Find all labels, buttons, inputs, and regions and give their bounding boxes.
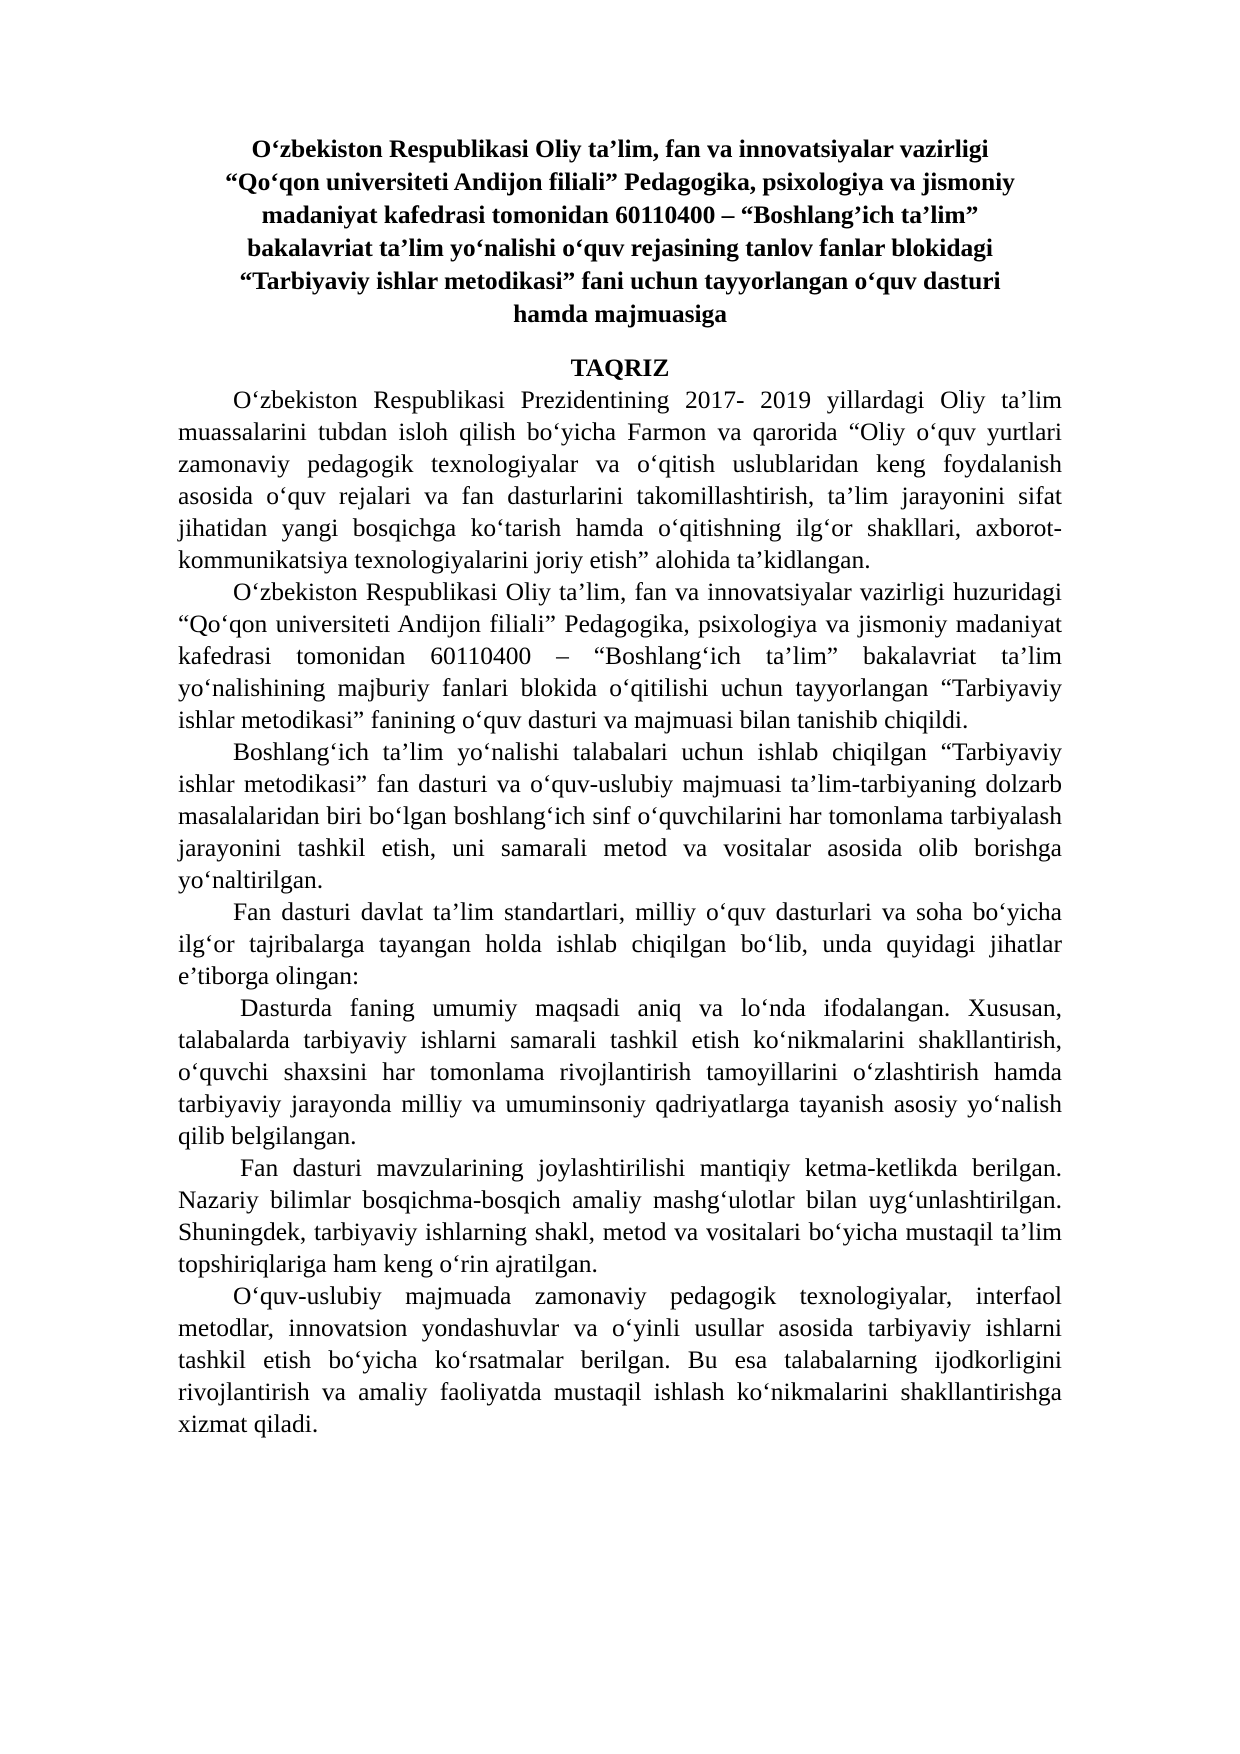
- page-title: [178, 132, 1062, 330]
- document-body: [178, 384, 1062, 1440]
- paragraph-6: Fan dasturi mavzularining joylashtirilishi mantiqiy ketma-ketlikda berilgan. Nazariy bilimlar bosqichma-bosqich amaliy mashg‘ulotlar bilan uyg‘unlashtirilgan. Shuningdek, tarbiyaviy ishlarning shakl, metod va vositalari bo‘yicha mustaqil ta’lim topshiriqlariga ham keng o‘rin ajratilgan.: [178, 1153, 1062, 1279]
- paragraph-1: O‘zbekiston Respublikasi Prezidentining 2017- 2019 yillardagi Oliy ta’lim muassalarini tubdan isloh qilish bo‘yicha Farmon va qarorida “Oliy o‘quv yurtlari zamonaviy pedagogik texnologiyalar va o‘qitish uslublaridan keng foydalanish asosida o‘quv rejalari va fan dasturlarini takomillashtirish, ta’lim jarayonini sifat jihatidan yangi bosqichga ko‘tarish hamda o‘qitishning ilg‘or shakllari, axborot-kommunikatsiya texnologiyalarini joriy etish” alohida ta’kidlangan.: [178, 385, 1062, 575]
- paragraph-4: Fan dasturi davlat ta’lim standartlari, milliy o‘quv dasturlari va soha bo‘yicha ilg‘or tajribalarga tayangan holda ishlab chiqilgan bo‘lib, unda quyidagi jihatlar e’tiborga olingan:: [178, 897, 1062, 991]
- title-line-5: “Tarbiyaviy ishlar metodikasi” fani uchun tayyorlangan o‘quv dasturi: [239, 266, 1001, 296]
- title-line-1: O‘zbekiston Respublikasi Oliy ta’lim, fan va innovatsiyalar vazirligi: [251, 134, 989, 163]
- title-line-2: “Qo‘qon universiteti Andijon filiali” Pedagogika, psixologiya va jismoniy: [225, 167, 1015, 197]
- title-line-4: bakalavriat ta’lim yo‘nalishi o‘quv rejasining tanlov fanlar blokidagi: [247, 233, 993, 263]
- paragraph-7: O‘quv-uslubiy majmuada zamonaviy pedagogik texnologiyalar, interfaol metodlar, innovatsion yondashuvlar va o‘yinli usullar asosida tarbiyaviy ishlarni tashkil etish bo‘yicha ko‘rsatmalar berilgan. Bu esa talabalarning ijodkorligini rivojlantirish va amaliy faoliyatda mustaqil ishlash ko‘nikmalarini shakllantirishga xizmat qiladi.: [178, 1281, 1062, 1439]
- title-line-3: madaniyat kafedrasi tomonidan 60110400 – “Boshlang’ich ta’lim”: [261, 200, 979, 230]
- paragraph-3: Boshlang‘ich ta’lim yo‘nalishi talabalari uchun ishlab chiqilgan “Tarbiyaviy ishlar metodikasi” fan dasturi va o‘quv-uslubiy majmuasi ta’lim-tarbiyaning dolzarb masalalaridan biri bo‘lgan boshlang‘ich sinf o‘quvchilarini har tomonlama tarbiyalash jarayonini tashkil etish, uni samarali metod va vositalar asosida olib borishga yo‘naltirilgan.: [178, 737, 1062, 895]
- title-line-6: hamda majmuasiga: [513, 299, 727, 329]
- section-heading-taqriz: TAQRIZ: [570, 353, 670, 383]
- paragraph-2: O‘zbekiston Respublikasi Oliy ta’lim, fan va innovatsiyalar vazirligi huzuridagi “Qo‘qon universiteti Andijon filiali” Pedagogika, psixologiya va jismoniy madaniyat kafedrasi tomonidan 60110400 – “Boshlang‘ich ta’lim” bakalavriat ta’lim yo‘nalishining majburiy fanlari blokida o‘qitilishi uchun tayyorlangan “Tarbiyaviy ishlar metodikasi” fanining o‘quv dasturi va majmuasi bilan tanishib chiqildi.: [178, 577, 1062, 735]
- paragraph-5: Dasturda faning umumiy maqsadi aniq va lo‘nda ifodalangan. Xususan, talabalarda tarbiyaviy ishlarni samarali tashkil etish ko‘nikmalarini shakllantirish, o‘quvchi shaxsini har tomonlama rivojlantirish tamoyillarini o‘zlashtirish hamda tarbiyaviy jarayonda milliy va umuminsoniy qadriyatlarga tayanish asosiy yo‘nalish qilib belgilangan.: [178, 993, 1062, 1151]
